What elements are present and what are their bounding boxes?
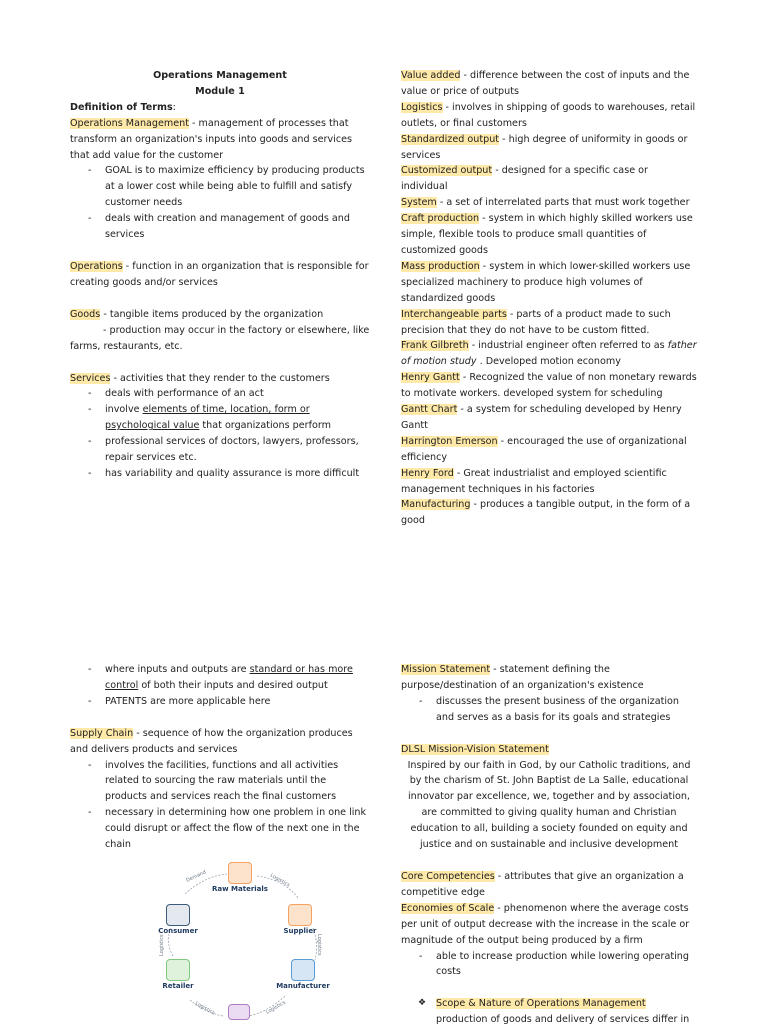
truck-icon — [228, 1004, 250, 1020]
core-competencies-definition — [401, 869, 697, 901]
term-entry — [401, 211, 697, 259]
term-def: - Recognized the value of non monetary rewards to motivate workers. developed system for scheduling — [401, 372, 697, 400]
term: Logistics — [401, 101, 443, 113]
b1-underline: standard or has more control — [105, 664, 353, 691]
term-def: - parts of a product made to such precision that they do not have to be custom fitted. — [401, 308, 671, 336]
om-def: - management of processes that transform an organization's inputs into goods and services that add value for the customer — [70, 117, 353, 161]
supply-chain-diagram — [135, 856, 345, 1026]
supply-chain-bullets — [70, 758, 370, 853]
term-entry — [401, 370, 697, 402]
goods-definition — [70, 307, 370, 323]
term: Standardized output — [401, 133, 500, 145]
mission-statement-definition — [401, 662, 697, 694]
term-entry — [401, 100, 697, 132]
node-raw-materials — [210, 862, 270, 894]
term: Manufacturing — [401, 499, 471, 511]
term-def-post: . Developed motion economy — [476, 356, 621, 368]
logistics-label: Logistics — [194, 1000, 216, 1017]
node-truck — [227, 1004, 251, 1021]
term-def: - industrial engineer often referred to as — [468, 340, 668, 352]
store-icon — [166, 959, 190, 981]
list-item: - able to increase production while lowering operating costs — [436, 949, 697, 981]
supply-chain-term: Supply Chain — [70, 727, 134, 739]
core-competencies-def: - attributes that give an organization a competitive edge — [401, 870, 684, 898]
node-label: Retailer — [162, 982, 194, 990]
term-entry — [401, 132, 697, 164]
doc-subtitle: Module 1 — [195, 85, 245, 97]
om-definition — [70, 116, 370, 164]
mission-bullets — [401, 694, 697, 726]
operations-definition — [70, 259, 370, 291]
people-icon — [166, 904, 190, 926]
term-def: - designed for a specific case or individual — [401, 165, 648, 193]
dlsl-mission-text: Inspired by our faith in God, by our Catholic traditions, and by the charism of St. John Baptist de La Salle, educational innovator par excellence, we, together and by association, are committed to giving quality human and Christian education to all, building a society founded on equity and justice and on sustainable and inclusive development — [407, 759, 691, 851]
right-column-top — [401, 68, 697, 529]
economies-bullets — [401, 949, 697, 981]
dlsl-heading: DLSL Mission-Vision Statement — [401, 743, 549, 755]
list-item — [105, 402, 370, 434]
term-entry — [401, 195, 697, 211]
operations-def: - function in an organization that is responsible for creating goods and/or services — [70, 260, 369, 288]
term: System — [401, 197, 437, 209]
definitions-heading-colon: : — [172, 101, 176, 113]
economies-of-scale-def: - phenomenon where the average costs per unit of output decrease with the increase in the scale or magnitude of the output being produced by a firm — [401, 902, 690, 946]
term-entry — [401, 497, 697, 529]
goods-continuation: - production may occur in the factory or elsewhere, like farms, restaurants, etc. — [70, 324, 370, 352]
services-definition — [70, 371, 370, 387]
factory-icon — [291, 959, 315, 981]
term-entry — [401, 259, 697, 307]
node-retailer — [153, 959, 203, 991]
node-label: Manufacturer — [276, 982, 330, 990]
demand-label: Demand — [185, 869, 208, 884]
term-def: - a set of interrelated parts that must work together — [436, 197, 690, 209]
term: Frank Gilbreth — [401, 340, 469, 352]
services-b2-underline: elements of time, location, form or psychological value — [105, 404, 310, 432]
services-term: Services — [70, 372, 111, 384]
list-item — [105, 662, 370, 694]
definitions-heading-text: Definition of Terms — [70, 101, 173, 113]
logistics-label: Logistics — [265, 999, 287, 1016]
list-item: - PATENTS are more applicable here — [105, 694, 370, 710]
list-item: - deals with creation and management of goods and services — [105, 211, 370, 243]
term-entry — [401, 68, 697, 100]
term-entry — [401, 402, 697, 434]
list-item: - GOAL is to maximize efficiency by producing products at a lower cost while being able to fulfill and satisfy customer needs — [105, 163, 370, 211]
term: Harrington Emerson — [401, 435, 498, 447]
doc-title: Operations Management — [153, 70, 287, 81]
term: Interchangeable parts — [401, 308, 507, 320]
list-item: - deals with performance of an act — [105, 386, 370, 402]
scope-heading: Scope & Nature of Operations Management — [436, 998, 646, 1010]
list-item: - has variability and quality assurance is more difficult — [105, 466, 370, 482]
term: Value added — [401, 70, 461, 81]
list-item — [436, 996, 697, 1028]
node-supplier — [275, 904, 325, 936]
term: Gantt Chart — [401, 404, 458, 416]
logistics-label: Logistics — [159, 934, 165, 956]
term-def: - system in which lower-skilled workers use specialized machinery to produce high volumes of standardized goods — [401, 260, 691, 304]
list-item: - discusses the present business of the organization and serves as a basis for its goals and strategies — [436, 694, 697, 726]
core-competencies-term: Core Competencies — [401, 870, 495, 882]
term-def: - produces a tangible output, in the form of a good — [401, 499, 691, 527]
b1-post: of both their inputs and desired output — [138, 679, 328, 691]
supply-chain-def: - sequence of how the organization produces and delivers products and services — [70, 727, 353, 755]
term-entry — [401, 338, 697, 370]
term-def: - involves in shipping of goods to warehouses, retail outlets, or final customers — [401, 101, 696, 129]
services-b2-post: that organizations perform — [199, 420, 331, 432]
economies-of-scale-definition — [401, 901, 697, 949]
b1-pre: where inputs and outputs are — [105, 664, 250, 675]
om-bullets — [70, 163, 370, 243]
operations-term: Operations — [70, 260, 123, 272]
definitions-heading — [70, 100, 370, 116]
term-entry — [401, 466, 697, 498]
economies-of-scale-term: Economies of Scale — [401, 902, 495, 914]
term-entry — [401, 163, 697, 195]
term: Henry Gantt — [401, 372, 460, 384]
term: Henry Ford — [401, 467, 454, 479]
term-entry — [401, 434, 697, 466]
list-item: - involves the facilities, functions and all activities related to sourcing the raw materials until the products and services reach the final customers — [105, 758, 370, 806]
services-bullets — [70, 386, 370, 481]
warehouse-icon — [288, 904, 312, 926]
term: Mass production — [401, 260, 480, 272]
logistics-label: Logistics — [316, 934, 322, 956]
term-def: - Great industrialist and employed scientific management techniques in his factories — [401, 467, 667, 495]
term-entry — [401, 307, 697, 339]
node-label: Raw Materials — [212, 885, 268, 893]
goods-term: Goods — [70, 308, 101, 320]
scope-continuation: production of goods and delivery of services differ in — [436, 1014, 690, 1026]
mission-statement-term: Mission Statement — [401, 664, 491, 675]
goods-def: - tangible items produced by the organization — [100, 308, 324, 320]
services-def: - activities that they render to the customers — [110, 372, 330, 384]
term-def: - a system for scheduling developed by Henry Gantt — [401, 404, 682, 431]
mission-statement-def: - statement defining the purpose/destination of an organization's existence — [401, 664, 644, 691]
node-manufacturer — [273, 959, 333, 991]
node-consumer — [153, 904, 203, 936]
term-def: - system in which highly skilled workers use simple, flexible tools to produce small quantities of customized goods — [401, 213, 693, 256]
term-def-italic: father of motion study — [401, 340, 697, 368]
list-item: - professional services of doctors, lawyers, professors, repair services etc. — [105, 434, 370, 466]
term: Craft production — [401, 213, 480, 225]
supply-chain-definition — [70, 726, 370, 758]
term: Customized output — [401, 165, 493, 177]
node-label: Consumer — [158, 927, 198, 935]
services-b2-pre: involve — [105, 404, 143, 416]
term-def: - high degree of uniformity in goods or services — [401, 133, 688, 161]
services-bullets-continued — [70, 662, 370, 710]
om-term: Operations Management — [70, 117, 189, 129]
left-column-top — [70, 68, 370, 482]
left-column-bottom — [70, 662, 370, 853]
term-def: - encouraged the use of organizational efficiency — [401, 435, 687, 463]
node-label: Supplier — [283, 927, 317, 935]
box-icon — [228, 862, 252, 884]
term-def: - difference between the cost of inputs and the value or price of outputs — [401, 70, 690, 97]
scope-section — [401, 996, 697, 1028]
logistics-label: Logistics — [269, 872, 291, 889]
list-item: - necessary in determining how one problem in one link could disrupt or affect the flow of the next one in the chain — [105, 805, 370, 853]
right-column-bottom — [401, 662, 697, 1028]
